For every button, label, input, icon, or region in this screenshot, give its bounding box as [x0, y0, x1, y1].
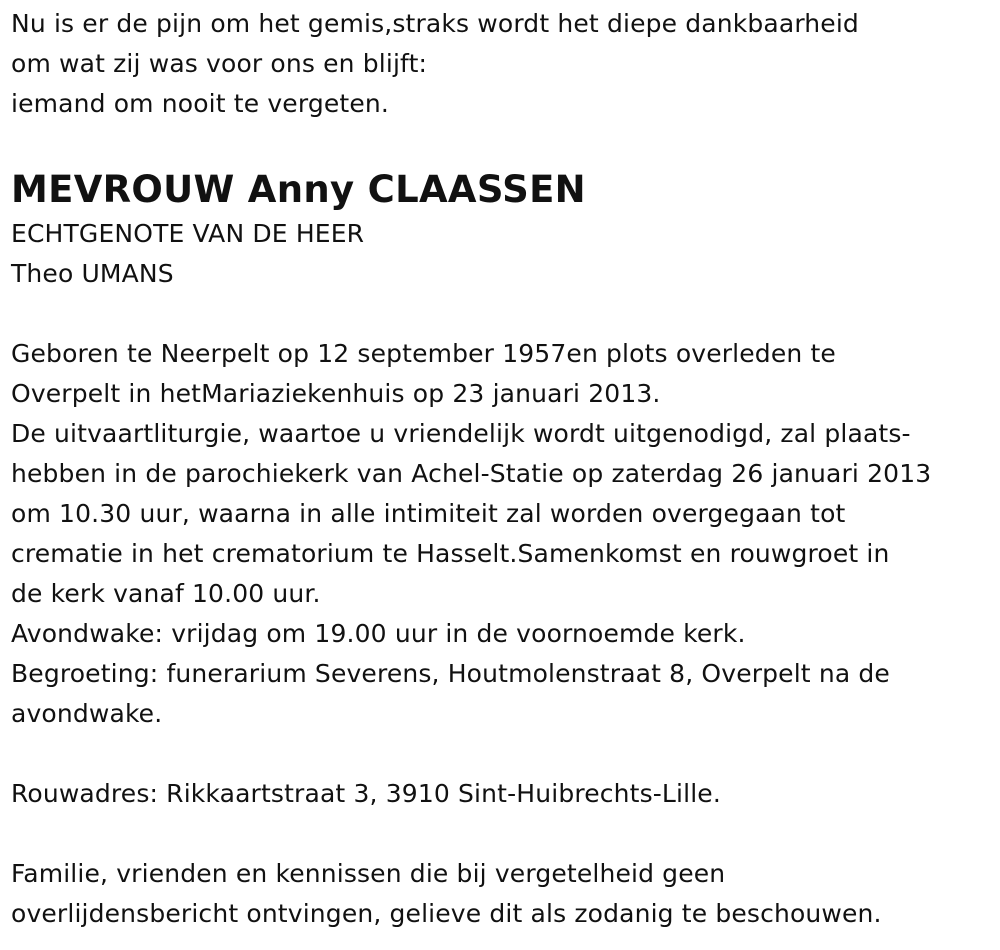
details-block — [11, 334, 996, 734]
closing-block — [11, 854, 996, 934]
details-line: Begroeting: funerarium Severens, Houtmolenstraat 8, Overpelt na de — [11, 659, 890, 688]
spacer — [11, 124, 996, 164]
mourning-address: Rouwadres: Rikkaartstraat 3, 3910 Sint-Huibrechts-Lille. — [11, 779, 721, 808]
details-line: Overpelt in hetMariaziekenhuis op 23 januari 2013. — [11, 379, 661, 408]
intro-line: om wat zij was voor ons en blijft: — [11, 49, 428, 78]
spouse-name: Theo UMANS — [11, 259, 174, 288]
spacer — [11, 734, 996, 774]
intro-line: iemand om nooit te vergeten. — [11, 89, 389, 118]
closing-line: Familie, vrienden en kennissen die bij vergetelheid geen — [11, 859, 726, 888]
intro-line: Nu is er de pijn om het gemis,straks wordt het diepe dankbaarheid — [11, 9, 859, 38]
spacer — [11, 814, 996, 854]
details-line: crematie in het crematorium te Hasselt.Samenkomst en rouwgroet in — [11, 539, 890, 568]
spacer — [11, 294, 996, 334]
obituary-notice — [11, 4, 996, 934]
details-line: De uitvaartliturgie, waartoe u vriendelijk wordt uitgenodigd, zal plaats- — [11, 419, 911, 448]
details-line: de kerk vanaf 10.00 uur. — [11, 579, 321, 608]
details-line: Avondwake: vrijdag om 19.00 uur in de voornoemde kerk. — [11, 619, 746, 648]
details-line: Geboren te Neerpelt op 12 september 1957en plots overleden te — [11, 339, 836, 368]
closing-line: overlijdensbericht ontvingen, gelieve dit als zodanig te beschouwen. — [11, 899, 882, 928]
details-line: avondwake. — [11, 699, 163, 728]
details-line: hebben in de parochiekerk van Achel-Statie op zaterdag 26 januari 2013 — [11, 459, 932, 488]
deceased-name: MEVROUW Anny CLAASSEN — [11, 168, 586, 211]
intro-poem — [11, 4, 996, 124]
deceased-block — [11, 166, 996, 294]
details-line: om 10.30 uur, waarna in alle intimiteit zal worden overgegaan tot — [11, 499, 846, 528]
relation-line: ECHTGENOTE VAN DE HEER — [11, 219, 365, 248]
